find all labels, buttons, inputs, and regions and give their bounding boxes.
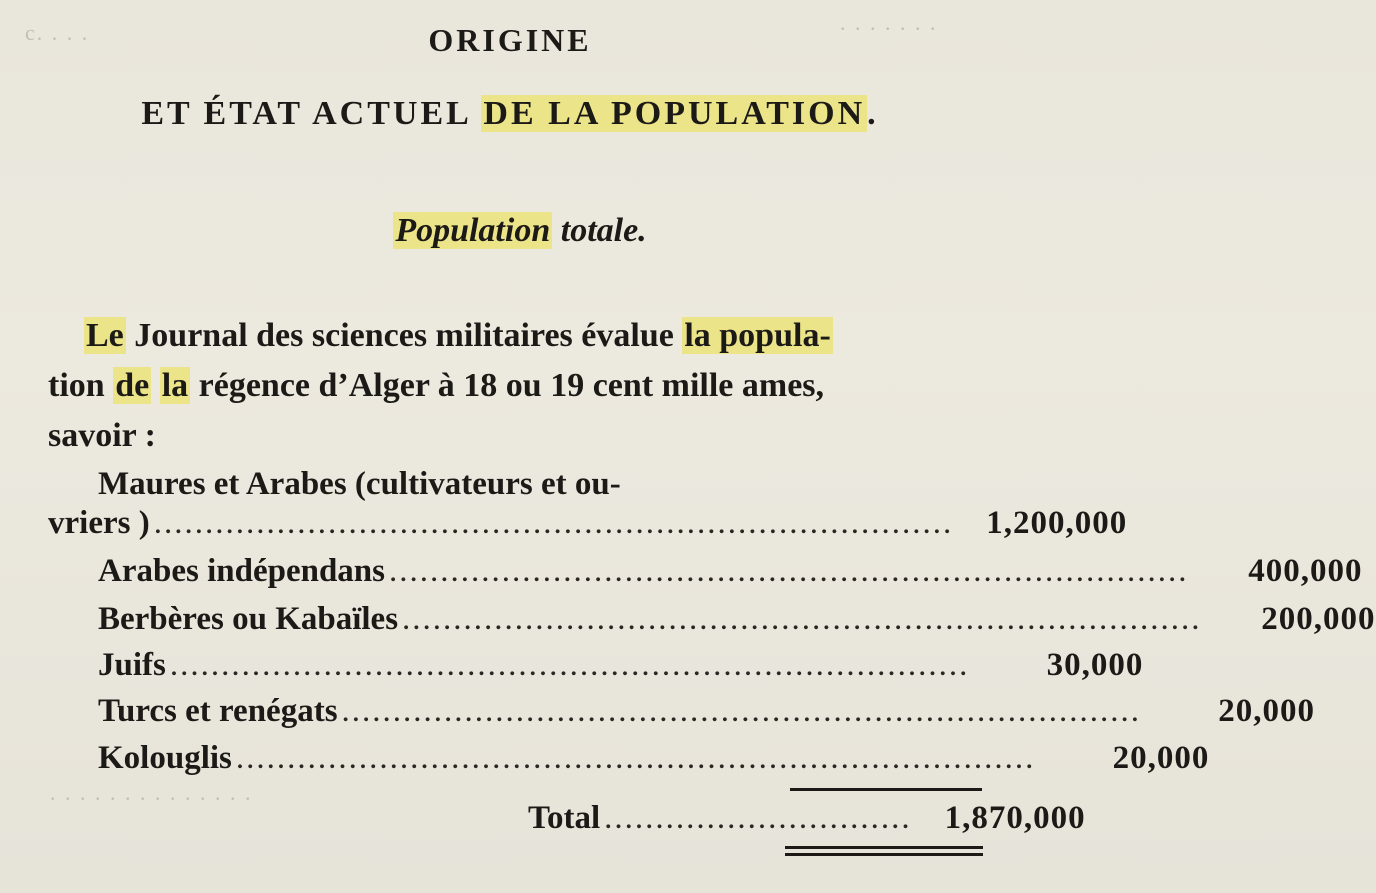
row-value: 200,000 bbox=[1261, 601, 1376, 637]
page-title: ORIGINE bbox=[428, 22, 592, 58]
total-double-rule-bottom bbox=[785, 853, 983, 856]
row-label: Berbères ou Kabaïles bbox=[98, 601, 399, 637]
total-double-rule-top bbox=[785, 846, 983, 849]
row-value: 20,000 bbox=[1218, 693, 1316, 729]
bleed-through-text: . . . . . . . bbox=[840, 10, 938, 35]
highlight-la-population: la popula- bbox=[684, 317, 831, 354]
bleed-through-text: . . . . . . . . . . . . . . bbox=[50, 780, 253, 805]
row-value: 20,000 bbox=[1112, 740, 1210, 776]
leader-dots: .............................................................................. bbox=[153, 505, 954, 541]
highlight-le: Le bbox=[86, 317, 124, 354]
page-title-line2 bbox=[0, 95, 1020, 133]
total-value: 1,870,000 bbox=[944, 800, 1086, 836]
table-row bbox=[98, 740, 1210, 777]
paragraph-text: Journal des sciences militaires évalue bbox=[134, 317, 674, 354]
leader-dots: .............................. bbox=[604, 800, 912, 836]
paragraph-text: régence d’Alger à 18 ou 19 cent mille ames, bbox=[198, 367, 825, 404]
sum-rule bbox=[790, 788, 982, 791]
leader-dots: .............................................................................. bbox=[389, 553, 1189, 589]
row-value: 400,000 bbox=[1248, 553, 1363, 589]
title-highlight: DE LA POPULATION bbox=[483, 95, 866, 132]
highlight-la: la bbox=[161, 367, 189, 404]
section-heading-rest: totale. bbox=[560, 212, 647, 249]
leader-dots: .............................................................................. bbox=[402, 601, 1202, 637]
paragraph-line-2 bbox=[48, 360, 998, 412]
row-label: Arabes indépendans bbox=[98, 553, 385, 589]
paragraph-text: tion bbox=[48, 367, 105, 404]
paragraph-line-1 bbox=[84, 310, 1034, 362]
title-period: . bbox=[867, 95, 879, 132]
row-value: 1,200,000 bbox=[986, 505, 1128, 541]
table-row bbox=[48, 505, 1128, 542]
total-row bbox=[528, 800, 1086, 837]
total-label: Total bbox=[528, 800, 601, 836]
row-label: Kolouglis bbox=[98, 740, 232, 776]
table-row bbox=[98, 693, 1316, 730]
row-label: Turcs et renégats bbox=[98, 693, 338, 729]
table-row bbox=[98, 601, 1376, 638]
section-heading-highlight: Population bbox=[395, 212, 551, 249]
table-row bbox=[98, 647, 1144, 684]
row-label: vriers ) bbox=[48, 505, 150, 541]
paragraph-line-3: savoir : bbox=[48, 417, 156, 454]
leader-dots: .............................................................................. bbox=[235, 740, 1036, 776]
row-value: 30,000 bbox=[1046, 647, 1144, 683]
highlight-de: de bbox=[115, 367, 150, 404]
row-label: Juifs bbox=[98, 647, 166, 683]
table-row-label-line1: Maures et Arabes (cultivateurs et ou- bbox=[98, 466, 621, 502]
bleed-through-text: c. . . . bbox=[25, 20, 90, 45]
section-heading bbox=[0, 212, 1040, 250]
table-row bbox=[98, 553, 1363, 590]
title-plain: ET ÉTAT ACTUEL bbox=[141, 95, 470, 132]
leader-dots: .............................................................................. bbox=[169, 647, 970, 683]
leader-dots: .............................................................................. bbox=[341, 693, 1142, 729]
